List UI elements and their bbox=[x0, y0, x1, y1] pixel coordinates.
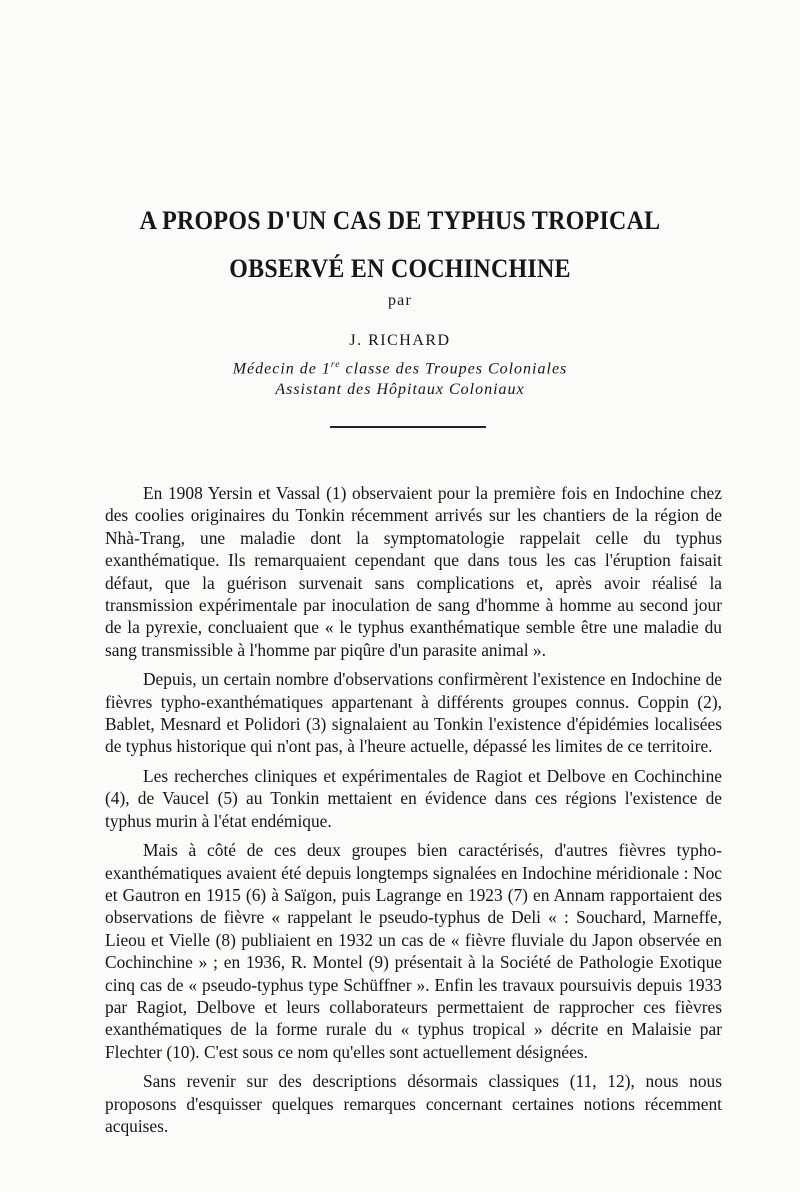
author-affiliation-2: Assistant des Hôpitaux Coloniaux bbox=[275, 381, 525, 398]
affiliation-rank: Médecin de 1 bbox=[232, 360, 331, 378]
separator-rule bbox=[330, 426, 486, 428]
article-title-line-2: OBSERVÉ EN COCHINCHINE bbox=[229, 254, 571, 283]
byline-par: par bbox=[387, 292, 413, 309]
article-body bbox=[105, 482, 722, 1144]
body-paragraph-3: Les recherches cliniques et expérimentales de Ragiot et Delbove en Cochinchine (4), de Vaucel (5) au Tonkin mettaient en évidence dans ces régions l'existence de typhus murin à l'état endémique. bbox=[105, 765, 722, 831]
body-paragraph-5: Sans revenir sur des descriptions désormais classiques (11, 12), nous nous proposons d'esquisser quelques remarques concernant certaines notions récemment acquises. bbox=[105, 1071, 722, 1136]
author-name: J. RICHARD bbox=[349, 332, 451, 349]
author-affiliation-1 bbox=[0, 359, 800, 378]
affiliation-corps: classe des Troupes Coloniales bbox=[340, 360, 568, 378]
body-paragraph-2: Depuis, un certain nombre d'observations confirmèrent l'existence en Indochine de fièvres typho-exanthématiques appartenant à différents groupes connus. Coppin (2), Bablet, Mesnard et Polidori (3) signalaient au Tonkin l'existence d'épidémies localisées de typhus historique qui n'ont pas, à l'heure actuelle, dépassé les limites de ce territoire. bbox=[105, 669, 722, 757]
affiliation-rank-superscript: re bbox=[330, 359, 341, 370]
body-paragraph-4: Mais à côté de ces deux groupes bien caractérisés, d'autres fièvres typho-exanthématiques avaient été depuis longtemps signalées en Indochine méridionale : Noc et Gautron en 1915 (6) à Saïgon, puis Lagrange en 1923 (7) en Annam rapportaient des observations de fièvre « rappelant le pseudo-typhus de Deli « : Souchard, Marneffe, Lieou et Vielle (8) publiaient en 1932 un cas de « fièvre fluviale du Japon observée en Cochinchine » ; en 1936, R. Montel (9) présentait à la Société de Pathologie Exotique cinq cas de « pseudo-typhus type Schüffner ». Enfin les travaux poursuivis depuis 1933 par Ragiot, Delbove et leurs collaborateurs permettaient de rapprocher ces fièvres exanthématiques de la forme rurale du « typhus tropical » décrite en Malaisie par Flechter (10). C'est sous ce nom qu'elles sont actuellement désignées. bbox=[105, 840, 722, 1062]
article-title-line-1: A PROPOS D'UN CAS DE TYPHUS TROPICAL bbox=[139, 206, 661, 235]
body-paragraph-1: En 1908 Yersin et Vassal (1) observaient pour la première fois en Indochine chez des coolies originaires du Tonkin récemment arrivés sur les chantiers de la région de Nhà-Trang, une maladie dont la symptomatologie rappelait celle du typhus exanthématique. Ils remarquaient cependant que dans tous les cas l'éruption faisait défaut, que la guérison survenait sans complications et, après avoir réalisé la transmission expérimentale par inoculation de sang d'homme à homme au second jour de la pyrexie, concluaient que « le typhus exanthématique semble être une maladie du sang transmissible à l'homme par piqûre d'un parasite animal ». bbox=[105, 483, 722, 660]
